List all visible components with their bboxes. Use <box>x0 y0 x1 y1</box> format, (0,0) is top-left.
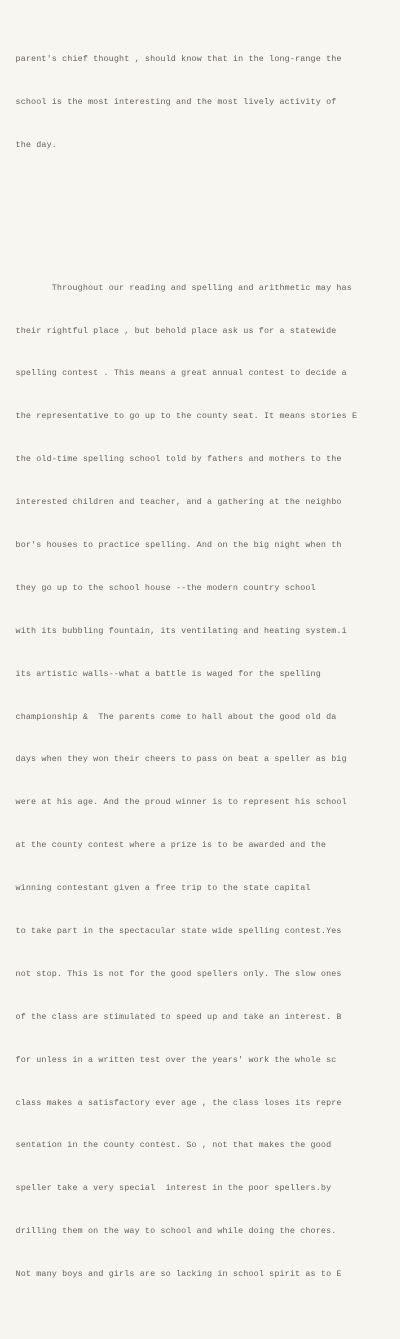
text-line: were at his age. And the proud winner is to represent his school <box>0 797 347 808</box>
text-line: not stop. This is not for the good spellers only. The slow ones <box>0 968 342 979</box>
text-line: the old-time spelling school told by fathers and mothers to the <box>0 454 342 465</box>
paragraph-2 <box>0 252 400 1310</box>
text-line: the day. <box>0 139 57 150</box>
text-line: winning contestant given a free trip to the state capital <box>0 883 311 894</box>
text-line: to take part in the spectacular state wide spelling contest.Yes <box>0 926 342 936</box>
text-line: speller take a very special interest in the poor spellers.by <box>0 1183 332 1194</box>
text-line: sentation in the county contest. So , not that makes the good <box>0 1140 332 1151</box>
text-line: interested children and teacher, and a gathering at the neighbo <box>0 497 342 508</box>
text-line: school is the most interesting and the most lively activity of <box>0 97 337 108</box>
text-line: days when they won their cheers to pass on beat a speller as big <box>0 754 347 765</box>
text-line: championship & The parents come to hall about the good old da <box>0 711 337 722</box>
text-line: spelling contest . This means a great annual contest to decide a <box>0 368 347 379</box>
paragraph-1 <box>0 24 400 181</box>
text-line: at the county contest where a prize is to be awarded and the <box>0 840 327 851</box>
paragraph-gap <box>0 209 400 223</box>
text-line: their rightful place , but behold place ask us for a statewide <box>0 325 337 336</box>
text-line: bor's houses to practice spelling. And on the big night when th <box>0 539 342 550</box>
text-line: with its bubbling fountain, its ventilating and heating system.i <box>0 625 347 636</box>
text-line: class makes a satisfactory ever age , the class loses its repre <box>0 1097 342 1108</box>
text-line: parent's chief thought , should know that in the long-range the <box>0 54 342 65</box>
text-line: the representative to go up to the county seat. It means stories E <box>0 411 358 422</box>
text-line: for unless in a written test over the years' work the whole sc <box>0 1054 337 1065</box>
text-line: Not many boys and girls are so lacking in school spirit as to E <box>0 1269 342 1280</box>
text-line: drilling them on the way to school and while doing the chores. <box>0 1226 337 1237</box>
text-line: its artistic walls--what a battle is waged for the spelling <box>0 668 321 679</box>
text-line: of the class are stimulated to speed up and take an interest. B <box>0 1011 342 1022</box>
text-line: Throughout our reading and spelling and arithmetic may has <box>0 282 352 293</box>
text-line: they go up to the school house --the modern country school <box>0 582 316 593</box>
